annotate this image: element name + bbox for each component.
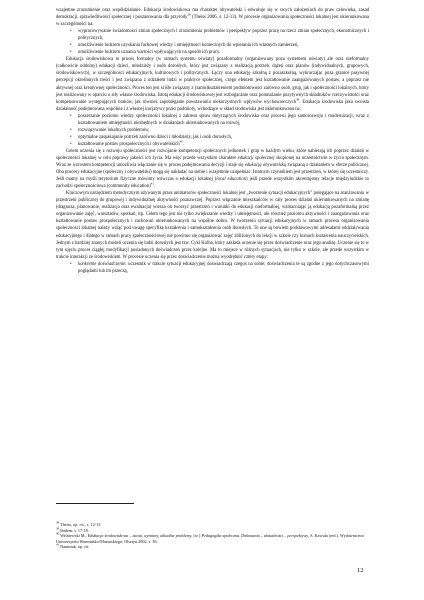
bullet-item <box>56 141 369 148</box>
emphasized-text: Pedagogika społeczna. Dokonania – aktualności – perspektywy <box>201 533 309 539</box>
bullet-icon: • <box>70 261 72 267</box>
footnote-ref: 39 <box>56 526 60 531</box>
text-run: kształtowanie postaw prospołecznych i obywatelskich <box>78 141 180 147</box>
bullet-text <box>78 42 369 49</box>
bullet-icon: • <box>70 50 72 56</box>
bullet-item <box>56 127 369 134</box>
footnote-separator <box>56 503 134 504</box>
emphasized-text: edukacją obywatelską <box>244 163 287 169</box>
text-run: ) jeśli przede wszystkim akcentujemy relacje międzyludzkie to zachodzi społecznościowa (community education) <box>56 177 369 190</box>
paragraph <box>56 148 369 190</box>
bullet-item <box>56 42 369 49</box>
text-run: Kluczowym narzędziem metodycznym używanym przez animatorów społeczności lokalnej jest „tworzenie sytuacji edukacyjnych” polegające na aranżowaniu w przestrzeni publicznej do grupowej i indywidualnej aktywności poznawczej. Poprzez włączanie mieszkańców w cały proces działań ukierunkowanych na zmianę (diagnoza, planowanie, realizacja oraz ewaluacja) wiesza on tworzyć przestrzeń i warunki do edukacji nieformalnej, wzmacniając ją edukacją pozaformalną przez organizowanie zajęć, warsztatów, spotkań, itp. Celem tego jest nie tylko zwiększanie wiedzy i umiejętności, ale również poziomu aktywności i zaangażowania oraz kształtowanie postaw prospołecznych i zachowań ukierunkowanych na wspólne dobro. W tworzeniu sytuacji edukacyjnych w ramach procesu organizowania społeczności lokalnej należy wziąć pod uwagę specyfikę kształcenia i samokształcenia osób dorosłych. To one są bowiem podstawowymi adresatami oddziaływania edukacyjnego i dlatego w ramach pracy społecznościowej nie powinno się organizować zajęć zbliżonych do lekcji w szkole czy kursach kształcenia nauczycielskich. Jednym z bardziej znanych modeli uczenia się ludzi dorosłych jest tzw. Cykl Kolba, który zakłada uczenie się przez doświadczenie oraz jego analizę. Uczenie się to w tym ujęciu proces ciągłej modyfikacji posiadanych doświadczeń przez kolejne. Ma to miejsce w różnych sytuacjach, nie tylko w szkole, ale przede wszystkim w trakcie interakcji ze środowiskiem. W procesie uczenia się przez doświadczenie można wyodrębnić cztery etapy: <box>56 191 369 260</box>
footnotes <box>56 522 369 550</box>
text-run: skupionej na uczestnictwie w życiu społecznym. Wraz ze wzrostem kompetencji umożliwia włączanie się w proces podejmowania decyzji i staje się <box>56 155 370 169</box>
page-number: 12 <box>357 567 364 574</box>
bullet-icon: • <box>70 29 72 35</box>
text-run: związaną z działaniem w sferze publicznej. Oba procesy edukacyjne (społeczny i obywatelski) mogą się nakładać na siebie i wzajemnie uzupełniać. Istotnym czynnikiem jest przestrzeń, w której się uczestniczy. Jeśli mamy na myśli terytorium fizyczne mówimy wówczas o edukacji lokalnej ( <box>56 163 369 183</box>
bullet-icon: • <box>70 127 72 133</box>
text-run: umożliwienie ludziom uznania wartości wpływających na sposób ich pracy. <box>78 50 221 56</box>
text-run: Wiśniewski M., <box>59 533 88 539</box>
emphasized-text: konkretne doświadczenie <box>78 261 126 267</box>
bullet-icon: • <box>70 113 72 119</box>
bullet-text <box>78 49 369 56</box>
footnote-ref: 41 <box>56 542 60 547</box>
text-run: . Edukacja środowiska jako swoista działalność podejmowana wspólnie i z własnej inicjatywy przez podmioty, wchodzące w skład środowiska jest ukierunkowana na: <box>56 99 369 112</box>
footnote-ref: 39 <box>296 97 300 102</box>
bullet-icon: • <box>70 134 72 140</box>
text-run: optymalne zaspakajanie potrzeb zarówno dzieci i młodzieży, jak i osób dorosłych, <box>78 134 233 140</box>
paragraph <box>56 7 369 28</box>
bullet-icon: • <box>70 43 72 49</box>
text-run: poszerzanie poziomu wiedzy społeczności lokalnej z zakresu spraw dotyczących środowiska oraz procesu jego samorozwoju i modernizacji, wraz z kształtowaniem umiejętności niezbędnych w działaniach ukierunkowanych na rozwój, <box>78 113 369 126</box>
paragraph <box>56 56 369 112</box>
bullet-text <box>78 261 369 275</box>
main-text <box>56 7 369 275</box>
bullet-text <box>78 28 369 42</box>
bullet-item <box>56 28 369 42</box>
text-run: , S. Kawula (red.), Wydawnictwo Uniwersytetu Warmińsko-Mazurskiego, Olsztyn 2002, s. 36. <box>56 533 365 544</box>
text-run: Theiss, op. cit., s. 12-13. <box>59 522 102 527</box>
text-run: rozwiązywanie lokalnych problemów, <box>78 127 150 133</box>
footnote-ref: 40 <box>56 531 60 536</box>
bullet-item <box>56 261 369 275</box>
bullet-item <box>56 113 369 127</box>
bullet-text <box>78 113 369 127</box>
text-run: Ibidem, s. 17-18. <box>59 527 89 533</box>
text-run: umożliwienie ludziom uzyskania fachowej wiedzy i umiejętności koniecznych do wpierania ich własnych zamierzeń, <box>78 43 299 49</box>
emphasized-text: local education <box>216 177 247 183</box>
text-run: Naumiuk, op. cit. <box>59 544 90 550</box>
text-run: (Theiss 2006, s. 12-13). W procesie organizowania społeczności lokalnej jest ukierunkowana w szczególności na: <box>56 15 369 28</box>
footnote <box>56 533 369 544</box>
text-run: : uczestnik w trakcie sytuacji edukacyjnej doświadczają czegoś na sobie; doświadczenia te są zgodne z jego dotychczasowymi poglądami lub im przeczą, <box>78 261 369 274</box>
footnote-ref: 40 <box>179 139 183 144</box>
text-run: wzajemne zrozumienie oraz współdziałanie. Edukacja środowiskowa ma charakter obywatelski i odwołuje się w swych założeniach do praw człowieka, zasad demokracji, sprawiedliwości społecznej i poszanowania dla przyrody <box>56 8 369 21</box>
bullet-item <box>56 49 369 56</box>
text-run: . <box>153 184 155 190</box>
text-run: , [w:] <box>191 533 202 539</box>
emphasized-text: edukacji społecznej <box>237 155 275 161</box>
emphasized-text: Edukacja środowiskowa – istota, wymiary, aktualne problemy <box>87 533 192 539</box>
bullet-text <box>78 141 369 148</box>
text-run: . <box>182 141 184 147</box>
paragraph <box>56 190 369 260</box>
footnote <box>56 544 369 550</box>
bullet-icon: • <box>70 141 72 147</box>
bullet-text <box>78 127 369 134</box>
text-run: wypracowywanie świadomości zmian społecznych i zrozumienia problemów i perspektyw poprzez pracę na rzecz zmian społecznych, ekonomicznych i politycznych, <box>78 29 369 42</box>
text-run: Celem uczenia się z rozwoju społeczności jest rozwijanie kompetencji społecznych jednostek i grup w każdym wieku, które nabierają ich poprzez działań w społeczności lokalnej w celu poprawy jakości ich życia. Ma więc przede wszystkim charakter <box>56 148 369 161</box>
text-run: Edukacja środowiskowa to proces formalny (w ramach systemu oświaty) pozaformalny (organizowany poza systemem oświaty) ale oraz nieformalny (całkowicie oddolny) edukacji dzieci, młodzieży i osób dorosłych, który jest związany z realizacją potrzeb, dążeń oraz planów (indywidualnych, grupowych, środowiskowych), w szczególności edukacyjnych, kulturowych i politycznych. Łączy ona edukację szkolną z pozaszkolną, wykraczając poza granice pasywnej percepcji określonych treści i jest związana z udziałem ludzi w praktyce społecznej, czego efektem jest kształtowanie zaangażowanych postaw, a poprzez nie aktywnej oraz kreatywnej społeczności. Proces ten jest ściśle związany z (samo)kształceniem podmiotowości zarówno osób, grup, jak i społeczności lokalnych, który jest realizowany w oparciu o siły własne środowiska. Istotą edukacji środowiskowej jest wzbogacanie oraz pomnażanie pozytywnych składników rzeczywistości oraz kompensowanie występujących braków, jak również zapobieganie powstawaniu niekorzystnych wpływów wychowawczych <box>56 57 369 105</box>
footnote-ref: 38 <box>187 12 191 17</box>
footnote-ref: 41 <box>150 181 154 186</box>
footnote-ref: 38 <box>56 520 60 525</box>
